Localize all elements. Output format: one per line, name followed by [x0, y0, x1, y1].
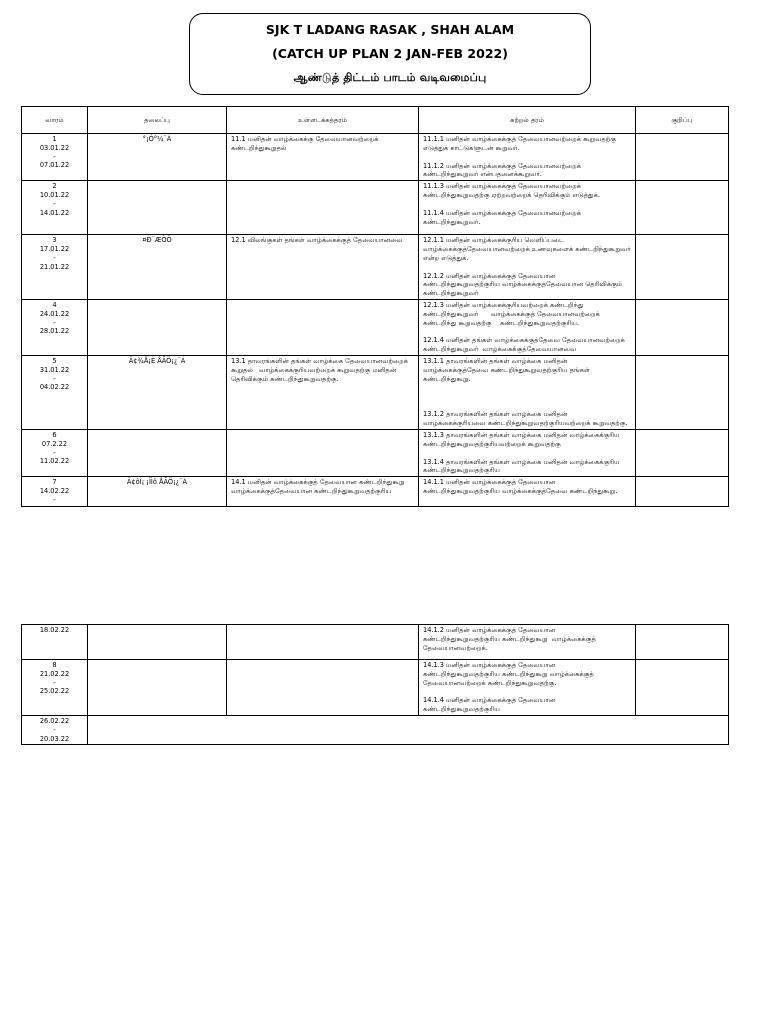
table-row [22, 355, 729, 429]
learning-standard-cell [419, 181, 636, 235]
notes-cell [636, 181, 729, 235]
learning-standard-text: 12.1.2 மனிதன் வாழ்க்கைக்குத் தேவையான கண்டறிந்துகூறுவதற்குரிய வாழ்க்கைக்குத்தேவையான தெரிவிக்கும் கண்டறிந்துகூறுவர் [423, 271, 625, 298]
learning-standard-text: 11.1.2 மனிதன் வாழ்க்கைக்குத் தேவையானவற்றைக் கண்டறிந்துகூறுவர் என்பதனைக்கூறுவர். [423, 161, 584, 179]
topic-cell: Ä¢¾Å¡È ÅÃÖ¡¿¨Á [88, 355, 227, 429]
learning-standard-text: 13.1.2 தாவரங்களின் தங்கள் வாழ்க்கை மனிதன் வாழ்க்கைக்குரியவை கண்டறிந்துகூறுவதற்குரியவற்றைக் கூறுவதற்கு. [423, 410, 628, 428]
notes-cell [636, 660, 729, 716]
learning-standard-cell [419, 235, 636, 300]
table-row [22, 429, 729, 476]
table-row [22, 660, 729, 716]
learning-standard-text: 14.1.1 மனிதன் வாழ்க்கைக்குத் தேவையான கண்டறிந்துகூறுவதற்குரிய வாழ்க்கைக்குத்தேவை கண்டறிந்துகூறு. [423, 478, 618, 495]
learning-standard-text: 12.1.4 மனிதன் தங்கள் வாழ்க்கைக்குத்தேவை தேவையானவற்றைக் கண்டறிந்துகூறுவர் வாழ்க்கைக்குத்தேவையானவை [423, 336, 627, 354]
week-line: 8 [52, 661, 57, 669]
week-cell [22, 134, 88, 181]
week-line: - [53, 374, 56, 383]
learning-spacer [423, 687, 631, 696]
week-line: 18.02.22 [39, 626, 70, 634]
column-header-week: வாரம் [22, 107, 88, 134]
table-row [22, 477, 729, 506]
week-line: - [53, 253, 56, 262]
table-header-row [22, 107, 729, 134]
learning-spacer [423, 449, 631, 458]
week-line: - [53, 199, 56, 208]
learning-standard-text: 13.1.3 தாவரங்களின் தங்கள் வாழ்க்கை மனிதன் வாழ்க்கைக்குரிய கண்டறிந்துகூறுவதற்குரியவற்றைக் கூறுவதற்கு [423, 430, 622, 448]
learning-spacer [423, 263, 631, 272]
learning-standard-cell [419, 625, 636, 660]
week-line: 26.02.22 [39, 716, 70, 725]
week-line: 6 [52, 430, 57, 439]
learning-standard-cell [419, 660, 636, 716]
learning-standard-text: 12.1.3 மனிதன் வாழ்க்கைக்குரியவற்றைக் கண்டறிந்து கண்டறிந்துகூறுவர் வாழ்க்கைக்குத் தேவையானவற்றைக் கண்டறிந்து கூறுவதற்கு கண்டறிந்துகூறுவதற்குரிய. [423, 300, 602, 327]
table-row [22, 299, 729, 355]
topic-cell: ¤Ð¨ÆÒÖ [88, 235, 227, 300]
document-header [189, 13, 591, 95]
week-line: 14.02.22 [39, 486, 70, 495]
learning-standard-text: 14.1.4 மனிதன் வாழ்க்கைக்குத் தேவையான கண்டறிந்துகூறுவதற்குரிய [423, 696, 558, 714]
week-line: 7 [52, 478, 57, 487]
learning-standard-text: 13.1.4 தாவரங்களின் தங்கள் வாழ்க்கை மனிதன் வாழ்க்கைக்குரிய கண்டறிந்துகூறுவதற்குரிய [423, 457, 622, 475]
week-line: - [53, 152, 56, 161]
learning-standard-text: 11.1.4 மனிதன் வாழ்க்கைக்குத் தேவையானவற்றைக் கண்டறிந்துகூறுவர். [423, 208, 584, 226]
week-cell [22, 660, 88, 716]
content-standard-text: 12.1 விலங்குகள் தங்கள் வாழ்க்கைக்குத் தேவையானவை [231, 236, 403, 245]
table-row [22, 134, 729, 181]
week-line: 25.02.22 [39, 687, 70, 696]
learning-standard-text: 11.1.1 மனிதன் வாழ்க்கைக்குத் தேவையானவற்றைக் கூறுவதற்கு எடுத்துக் காட்டுகளுடன் கூறுவர். [423, 135, 619, 152]
learning-standard-cell [419, 477, 636, 506]
learning-standard-text: 14.1.2 மனிதன் வாழ்க்கைக்குத் தேவையான கண்டறிந்துகூறுவதற்குரிய கண்டறிந்துகூறு வாழ்க்கைக்குத் தேவையானவற்றைக். [423, 626, 598, 652]
content-standard-cell [227, 134, 419, 181]
week-line: 07.01.22 [39, 161, 70, 170]
learning-spacer [423, 200, 631, 209]
yearly-plan-table [21, 106, 729, 507]
notes-cell [636, 355, 729, 429]
week-line: 3 [52, 236, 57, 245]
topic-cell [88, 429, 227, 476]
content-standard-text: 11.1 மனிதன் வாழ்க்கைக்கு தேவையானவற்றைக் கண்டறிந்துகூறுதல் [231, 135, 381, 152]
week-cell [22, 355, 88, 429]
table-row [22, 625, 729, 660]
notes-cell [636, 477, 729, 506]
column-header-content-standard: உள்ளடக்கத்தரம் [227, 107, 419, 134]
topic-cell [88, 660, 227, 716]
week-cell [22, 299, 88, 355]
notes-cell [636, 625, 729, 660]
table-row [22, 181, 729, 235]
merged-cell [88, 715, 729, 744]
week-cell [22, 715, 88, 744]
week-line: 17.01.22 [39, 244, 70, 253]
content-standard-cell [227, 660, 419, 716]
column-header-learning-standard: கற்றல் தரம் [419, 107, 636, 134]
week-line: 1 [52, 135, 57, 143]
week-line: 5 [52, 356, 57, 365]
topic-cell: Ä¢ôÌ¡ ¡ÎÌô ÅÃÖ¡¿¨Á [88, 477, 227, 506]
week-line: 31.01.22 [39, 365, 70, 374]
learning-standard-cell [419, 355, 636, 429]
notes-cell [636, 134, 729, 181]
week-line: 20.03.22 [39, 734, 70, 743]
week-cell [22, 235, 88, 300]
week-line: 07.2.22 [41, 439, 68, 448]
week-line: 14.01.22 [39, 208, 70, 217]
notes-cell [636, 429, 729, 476]
notes-cell [636, 235, 729, 300]
week-line: 21.02.22 [39, 669, 70, 678]
yearly-plan-table-continued [21, 624, 729, 745]
week-line: 11.02.22 [39, 457, 70, 466]
column-header-topic: தலைப்பு [88, 107, 227, 134]
week-line: 2 [52, 182, 57, 191]
week-line: 10.01.22 [39, 190, 70, 199]
learning-standard-cell [419, 299, 636, 355]
school-name: SJK T LADANG RASAK , SHAH ALAM [265, 22, 515, 37]
week-cell [22, 625, 88, 660]
topic-cell [88, 181, 227, 235]
week-line: 24.01.22 [39, 309, 70, 318]
content-standard-cell [227, 429, 419, 476]
week-cell [22, 477, 88, 506]
week-cell [22, 181, 88, 235]
week-line: - [53, 678, 56, 687]
table-row [22, 715, 729, 744]
content-standard-text: 14.1 மனிதன் வாழ்க்கைக்குத் தேவையான கண்டறிந்துகூறு வாழ்க்கைக்குத்தேவையான கண்டறிந்துகூறுவதற்குரிய [231, 478, 407, 495]
week-line: 21.01.22 [39, 262, 70, 271]
learning-standard-text: 13.1.1 தாவரங்களின் தங்கள் வாழ்க்கை மனிதன் வாழ்க்கைக்குத்தேவை கண்டறிந்துகூறுவதற்குரிய தங்கள் கண்டறிந்துகூறு. [423, 356, 593, 383]
learning-standard-text: 14.1.3 மனிதன் வாழ்க்கைக்குத் தேவையான கண்டறிந்துகூறுவதற்குரிய கண்டறிந்துகூறு வாழ்க்கைக்குத் தேவையானவற்றைக் கண்டறிந்துகூறுவதற்கு. [423, 661, 596, 687]
plan-title: (CATCH UP PLAN 2 JAN-FEB 2022) [272, 46, 508, 61]
learning-spacer [423, 153, 631, 162]
week-line: - [53, 448, 56, 457]
week-line: 03.01.22 [39, 143, 70, 152]
content-standard-cell [227, 181, 419, 235]
learning-spacer [423, 327, 631, 336]
table-row [22, 235, 729, 300]
column-header-notes: குறிப்பு [636, 107, 729, 134]
content-standard-cell [227, 235, 419, 300]
table-body-bottom [22, 625, 729, 745]
learning-spacer [423, 383, 631, 410]
week-line: 28.01.22 [39, 327, 70, 336]
week-line: - [53, 318, 56, 327]
week-cell [22, 429, 88, 476]
week-line: - [53, 725, 56, 734]
week-line: - [53, 495, 56, 504]
subject-title: ஆண்டுத் திட்டம் பாடம் வடிவமைப்பு [293, 71, 487, 84]
learning-standard-cell [419, 134, 636, 181]
week-line: 4 [52, 300, 57, 309]
content-standard-cell [227, 355, 419, 429]
content-standard-cell [227, 625, 419, 660]
table-body-top [22, 134, 729, 507]
topic-cell: °¡Ó°¼¨Á [88, 134, 227, 181]
topic-cell [88, 299, 227, 355]
week-line: 04.02.22 [39, 383, 70, 392]
learning-standard-text: 12.1.1 மனிதன் வாழ்க்கைக்குரிய வெளிப்படை வாழ்க்கைக்குத்தேவையானவற்றைக் உணவுகளைக் கண்டறிந்துகூறுவர் என்ற எடுத்துக். [423, 236, 633, 262]
content-standard-text: 13.1 தாவரங்களின் தங்கள் வாழ்க்கை தேவையானவற்றைக் கூறுதல் வாழ்க்கைக்குரியவற்றைக் கூறுவதற்கு மனிதன் தெரிவிக்கும் கண்டறிந்துகூறுவதற்கு. [231, 356, 411, 383]
notes-cell [636, 299, 729, 355]
topic-cell [88, 625, 227, 660]
content-standard-cell [227, 477, 419, 506]
learning-standard-cell [419, 429, 636, 476]
content-standard-cell [227, 299, 419, 355]
learning-standard-text: 11.1.3 மனிதன் வாழ்க்கைக்குத் தேவையானவற்றைக் கண்டறிந்துகூறுவதற்கு ஏற்றவற்றைக் தெரிவிக்கும் எடுத்துக். [423, 182, 601, 199]
